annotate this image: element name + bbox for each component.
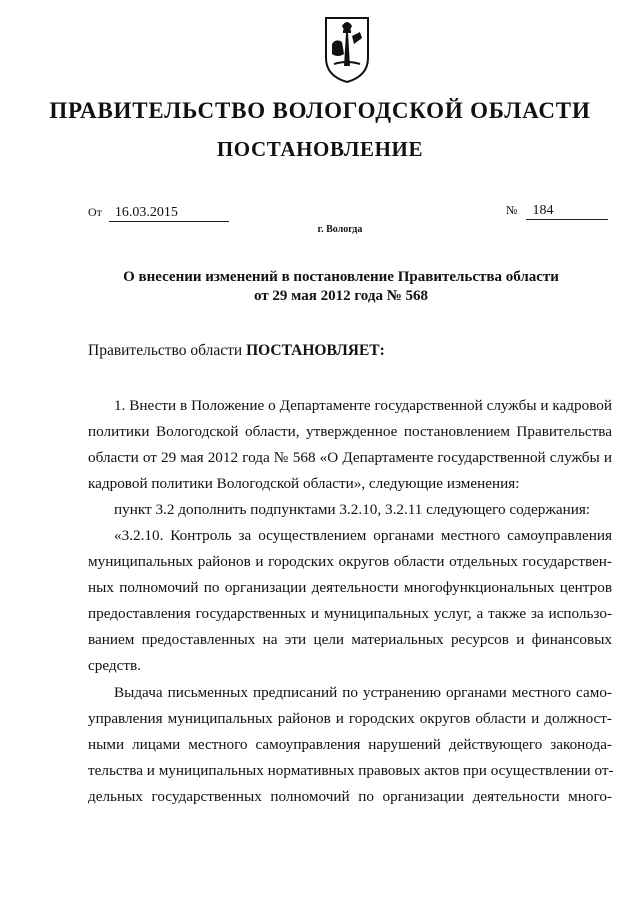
- body-line: предоставления государственных и муниципальных услуг, а также за использо-: [88, 605, 612, 622]
- document-type-title: ПОСТАНОВЛЕНИЕ: [216, 137, 424, 161]
- body-line: Выдача письменных предписаний по устранению органами местного само-: [114, 684, 612, 701]
- coat-of-arms-icon: [322, 14, 372, 84]
- document-subject: [0, 268, 640, 306]
- body-paragraph-1: [88, 393, 612, 679]
- body-line: муниципальных районов и городских округов области отдельных государствен-: [88, 553, 612, 570]
- body-line: области от 29 мая 2012 года № 568 «О Департаменте государственной службы и: [88, 449, 612, 466]
- body-line: кадровой политики Вологодской области», следующие изменения:: [88, 475, 520, 492]
- subject-line: от 29 мая 2012 года № 568: [253, 288, 429, 304]
- body-line: дельных государственных полномочий по организации деятельности много-: [88, 788, 612, 805]
- number-value: 184: [526, 203, 608, 220]
- body-line: «3.2.10. Контроль за осуществлением органами местного самоуправления: [114, 527, 612, 544]
- body-line: ными лицами местного самоуправления нарушений действующего законода-: [88, 736, 612, 753]
- document-number: [506, 203, 608, 220]
- body-line: политики Вологодской области, утвержденное постановлением Правительства: [88, 423, 612, 440]
- body-line: ванием предоставленных на эти цели материальных ресурсов и финансовых: [88, 631, 612, 648]
- body-line: ных полномочий по организации деятельности многофункциональных центров: [88, 579, 612, 596]
- body-paragraph-2: [88, 680, 612, 810]
- subject-line: О внесении изменений в постановление Правительства области: [123, 269, 559, 285]
- date-value: 16.03.2015: [109, 205, 229, 222]
- body-line: управления муниципальных районов и городских округов области и должност-: [88, 710, 612, 727]
- resolution-lead: [88, 342, 385, 360]
- document-date: [88, 205, 229, 222]
- body-line: тельства и муниципальных нормативных правовых актов при осуществлении от-: [88, 762, 614, 779]
- number-prefix: №: [506, 203, 518, 217]
- body-line: средств.: [88, 657, 141, 674]
- city-label: г. Вологда: [317, 224, 363, 235]
- body-line: 1. Внести в Положение о Департаменте государственной службы и кадровой: [114, 397, 612, 414]
- body-line: пункт 3.2 дополнить подпунктами 3.2.10, 3.2.11 следующего содержания:: [114, 501, 591, 518]
- government-title: ПРАВИТЕЛЬСТВО ВОЛОГОДСКОЙ ОБЛАСТИ: [49, 98, 591, 123]
- lead-prefix: Правительство области: [88, 342, 243, 359]
- lead-keyword: ПОСТАНОВЛЯЕТ:: [246, 342, 385, 359]
- date-prefix: От: [88, 205, 102, 219]
